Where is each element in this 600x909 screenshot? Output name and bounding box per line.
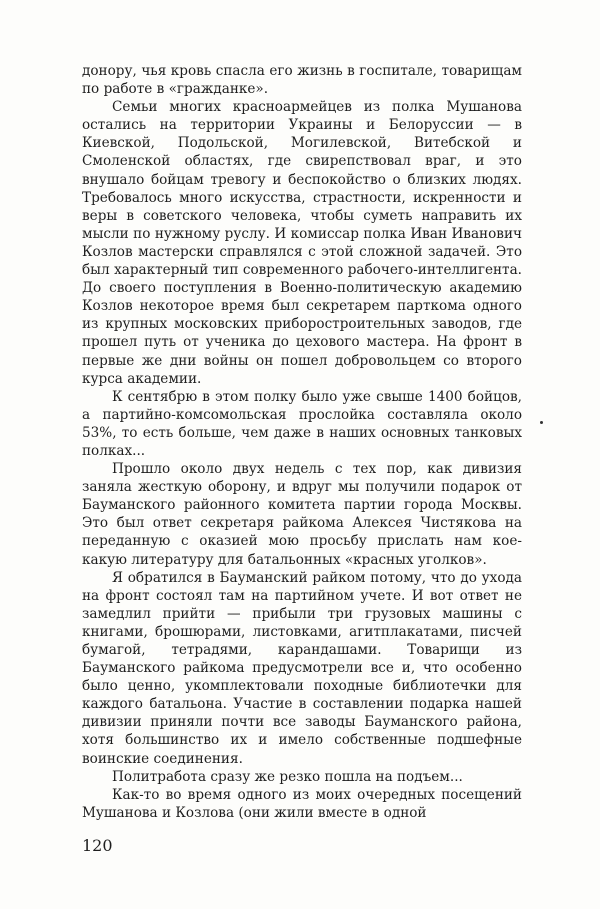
paragraph-4: Прошло около двух недель с тех пор, как дивизия заняла жесткую оборону, и вдруг мы получили подарок от Бауманского районного комитета партии города Москвы. Это был ответ секретаря райкома Алексея Чистякова на переданную с оказией мою просьбу прислать нам кое-какую литературу для батальонных «красных уголков». (82, 461, 522, 568)
body-text (82, 62, 522, 822)
paragraph-5: Я обратился в Бауманский райком потому, что до ухода на фронт состоял там на партийном учете. И вот ответ не замедлил прийти — прибыли три грузовых машины с книгами, брошюрами, листовками, агитплакатами, писчей бумагой, тетрадями, карандашами. Товарищи из Бауманского райкома предусмотрели все и, что особенно было ценно, укомплектовали походные библиотечки для каждого батальона. Участие в составлении подарка нашей дивизии приняли почти все заводы Бауманского района, хотя большинство их и имело собственные подшефные воинские соединения. (82, 569, 522, 767)
print-speck (540, 421, 543, 424)
paragraph-1: донору, чья кровь спасла его жизнь в госпитале, товарищам по работе в «гражданке». (82, 63, 522, 98)
page-number: 120 (82, 836, 113, 855)
paragraph-3: К сентябрю в этом полку было уже свыше 1400 бойцов, а партийно-комсомольская прослойка составляла около 53%, то есть больше, чем даже в наших основных танковых полках... (82, 388, 522, 459)
paragraph-7: Как-то во время одного из моих очередных посещений Мушанова и Козлова (они жили вместе в одной (82, 786, 522, 821)
paragraph-6: Политработа сразу же резко пошла на подъем... (112, 768, 463, 785)
paragraph-2: Семьи многих красноармейцев из полка Мушанова остались на территории Украины и Белоруссии — в Киевской, Подольской, Могилевской, Витебской и Смоленской областях, где свирепствовал враг, и это внушало бойцам тревогу и беспокойство о близких людях. Требовалось много искусства, страстности, искренности и веры в советского человека, чтобы суметь направить их мысли по нужному руслу. И комиссар полка Иван Иванович Козлов мастерски справлялся с этой сложной задачей. Это был характерный тип современного рабочего-интеллигента. До своего поступления в Военно-политическую академию Козлов некоторое время был секретарем парткома одного из крупных московских приборостроительных заводов, где прошел путь от ученика до цехового мастера. На фронт в первые же дни войны он пошел добровольцем со второго курса академии. (82, 99, 522, 387)
